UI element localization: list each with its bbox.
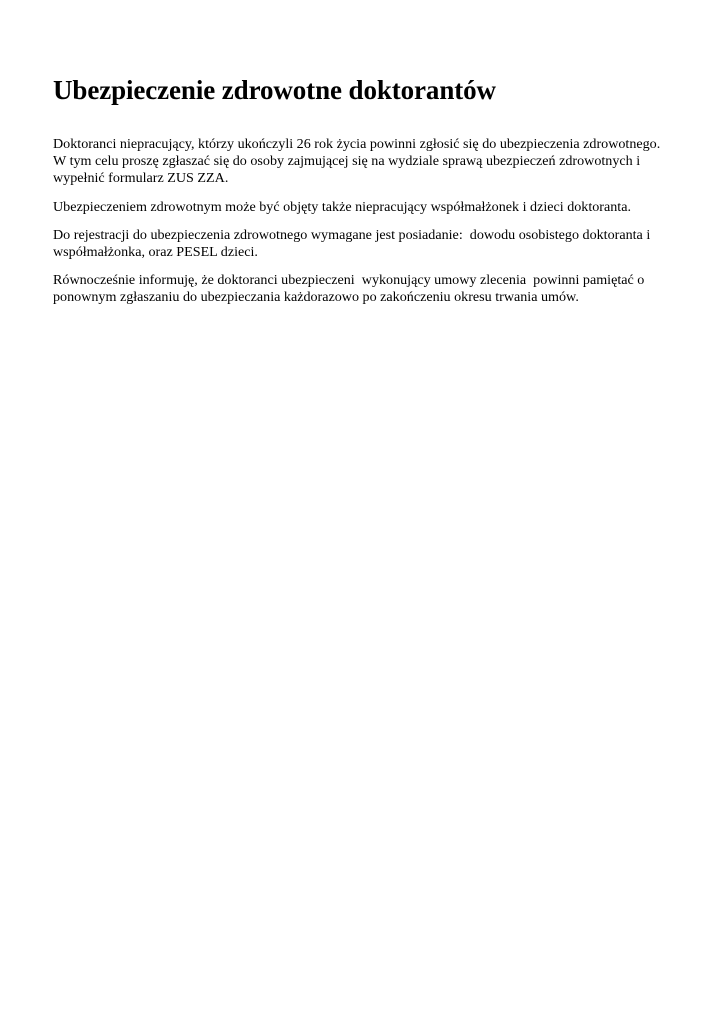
paragraph-family-coverage — [53, 199, 675, 216]
paragraph-line: Do rejestracji do ubezpieczenia zdrowotnego wymagane jest posiadanie: dowodu osobistego doktoranta i — [53, 226, 651, 243]
paragraph-line: Równocześnie informuję, że doktoranci ubezpieczeni wykonujący umowy zlecenia powinni pamiętać o — [53, 272, 645, 289]
paragraph-line: Ubezpieczeniem zdrowotnym może być objęty także niepracujący współmałżonek i dzieci doktoranta. — [53, 198, 632, 215]
paragraph-line: Doktoranci niepracujący, którzy ukończyli 26 rok życia powinni zgłosić się do ubezpieczenia zdrowotnego. — [53, 136, 661, 152]
paragraph-line: ponownym zgłaszaniu do ubezpieczania każdorazowo po zakończeniu okresu trwania umów. — [53, 289, 579, 306]
paragraph-contract-reminder — [53, 272, 675, 306]
page-title: Ubezpieczenie zdrowotne doktorantów — [53, 75, 496, 105]
paragraph-line: wypełnić formularz ZUS ZZA. — [53, 170, 229, 187]
paragraph-line: W tym celu proszę zgłaszać się do osoby zajmującej się na wydziale sprawą ubezpieczeń zdrowotnych i — [53, 153, 641, 170]
paragraph-required-documents — [53, 227, 675, 261]
paragraph-registration-info — [53, 136, 675, 188]
paragraph-line: współmałżonka, oraz PESEL dzieci. — [53, 244, 258, 261]
